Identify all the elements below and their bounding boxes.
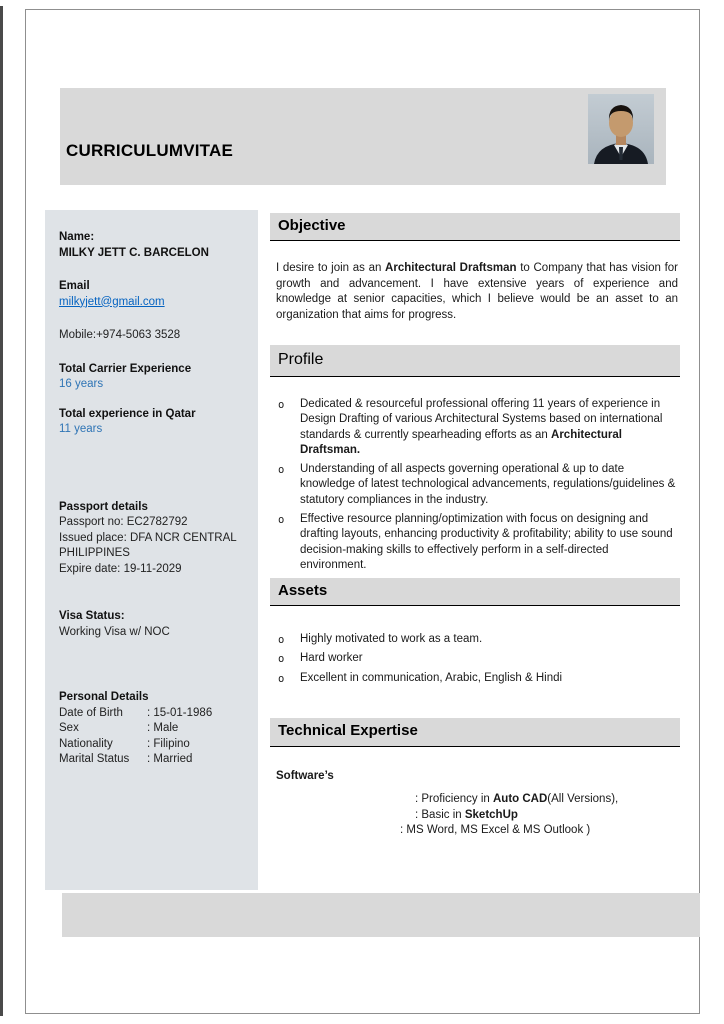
passport-issued-place: Issued place: DFA NCR CENTRAL PHILIPPINES [59,531,237,560]
email-line [59,295,244,311]
bullet-icon: o [278,398,285,411]
personal-row-marital [59,752,244,768]
software-line [270,823,680,839]
email-link[interactable]: milkyjett@gmail.com [59,295,165,308]
profile-item-bold: Architectural Draftsman. [300,428,622,457]
dob-value: : 15-01-1986 [147,706,213,719]
personal-details-heading: Personal Details [59,691,149,704]
email-label: Email [59,280,90,293]
carrier-experience-value: 16 years [59,378,104,391]
main-column [270,205,680,839]
assets-item [278,671,680,687]
mobile-value: Mobile:+974-5063 3528 [59,329,181,342]
passport-heading: Passport details [59,500,148,513]
profile-item-text: Effective resource planning/optimization with focus on designing and drafting layouts, enhancing productivity & profitability; ability to use sound decision-making skills to effectively perform in a self-directed environment. [300,512,673,572]
objective-paragraph [270,261,680,323]
passport-expire-date: Expire date: 19-11-2029 [59,562,182,575]
assets-list [270,632,680,687]
softwares-label: Software’s [276,769,334,782]
header-band [60,88,666,185]
software-line-bold: SketchUp [464,808,518,821]
objective-text-1: I desire to join as an [276,262,386,275]
personal-row-sex [59,721,244,737]
objective-bold: Architectural Draftsman [385,262,517,275]
carrier-experience-label: Total Carrier Experience [59,362,192,375]
profile-list [270,397,680,574]
profile-item-text-1: Dedicated & resourceful professional offering 11 years of experience in Design Drafting of various Architectural Systems based on international standards & currently spearheading efforts as an [300,397,663,441]
scan-edge-artifact [0,6,3,1016]
name-label: Name: [59,231,95,243]
software-line-text-1: : Basic in [415,808,465,821]
software-line-text-2: (All Versions), [547,793,619,806]
software-line-text-1: : Proficiency in [415,793,493,806]
profile-item [278,512,680,574]
profile-item-text [300,397,680,459]
name-value: MILKY JETT C. BARCELON [59,246,209,259]
assets-item [278,632,680,648]
portrait-photo-graphic [588,94,654,164]
dob-label: Date of Birth [59,706,123,719]
software-line [270,808,680,824]
nationality-value: : Filipino [147,737,190,750]
marital-status-value: : Married [147,753,193,766]
profile-item [278,397,680,459]
portrait-photo [588,94,654,164]
nationality-label: Nationality [59,737,113,750]
passport-number: Passport no: EC2782792 [59,516,188,529]
assets-heading: Assets [270,578,680,606]
software-line-bold: Auto CAD [492,793,548,806]
bullet-icon: o [278,672,285,685]
visa-status-heading: Visa Status: [59,610,125,623]
qatar-experience-value: 11 years [59,423,103,436]
software-line [270,792,680,808]
personal-row-dob [59,706,244,722]
bullet-icon: o [278,653,285,666]
visa-status-value: Working Visa w/ NOC [59,625,170,638]
profile-heading: Profile [270,345,680,377]
assets-item-text: Excellent in communication, Arabic, English & Hindi [300,671,563,684]
software-lines [270,792,680,839]
profile-item-text: Understanding of all aspects governing operational & up to date knowledge of latest technological advancements, regulations/guidelines & statutory compliances in the industry. [300,462,676,506]
bullet-icon: o [278,463,285,476]
bullet-icon: o [278,513,285,526]
profile-item [278,462,680,509]
bullet-icon: o [278,633,285,646]
page-title: CURRICULUMVITAE [66,141,234,160]
footer-band [62,893,700,937]
software-line-text-1: : MS Word, MS Excel & MS Outlook ) [400,824,591,837]
personal-row-nationality [59,737,244,753]
assets-item [278,651,680,667]
sex-label: Sex [59,722,79,735]
sidebar [45,210,258,890]
objective-text-2: to Company that has vision for growth and advancement. I have extensive years of experience and knowledge at senior capacities, which I believe would be an asset to an organization that aims for progress. [276,262,678,321]
technical-expertise-heading: Technical Expertise [270,718,680,746]
objective-heading: Objective [270,213,680,241]
assets-item-text: Hard worker [300,652,363,665]
assets-item-text: Highly motivated to work as a team. [300,632,483,645]
sex-value: : Male [147,722,179,735]
marital-status-label: Marital Status [59,753,130,766]
qatar-experience-label: Total experience in Qatar [59,407,196,420]
